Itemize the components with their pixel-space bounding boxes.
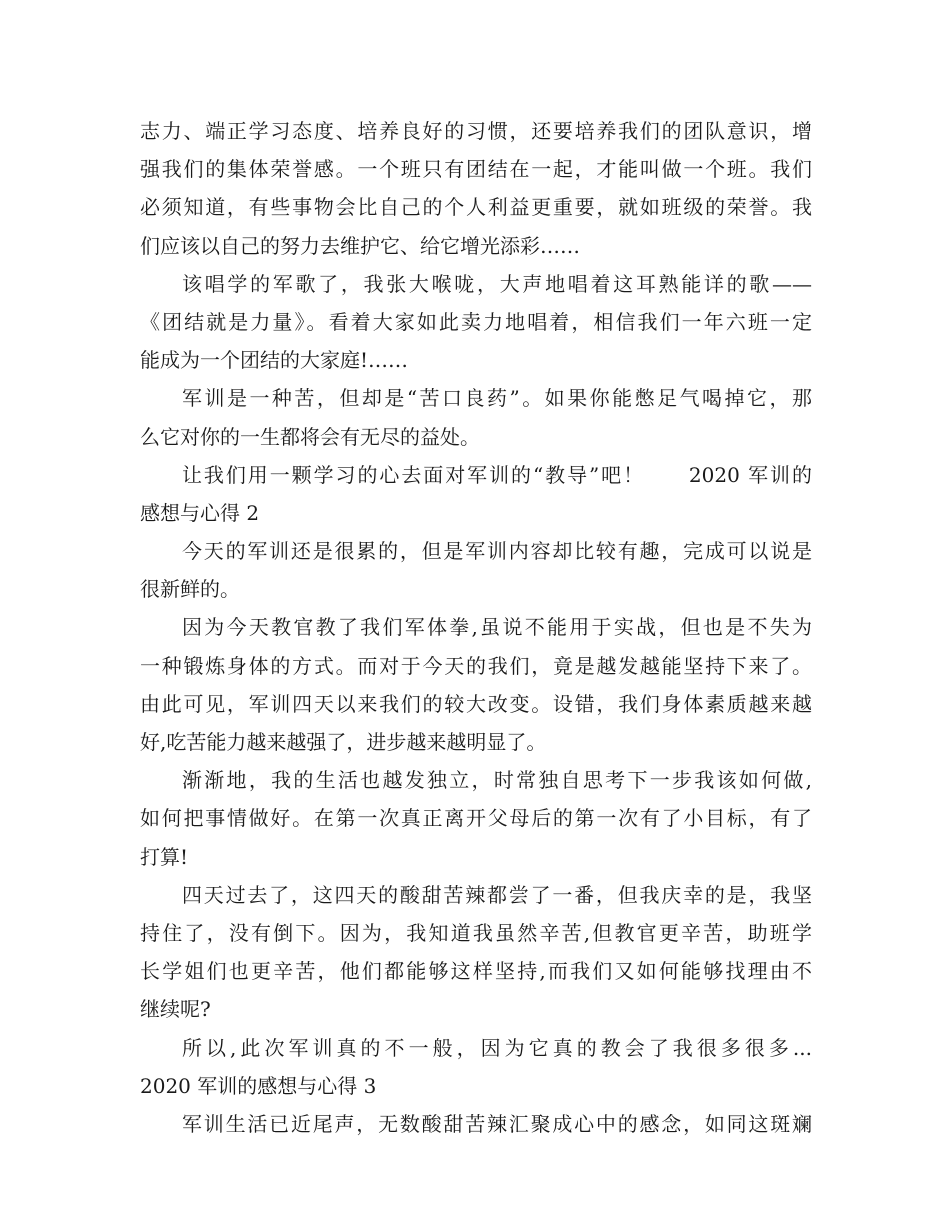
text-line: 一种锻炼身体的方式。而对于今天的我们，竟是越发越能坚持下来了。 (140, 653, 812, 678)
paragraph-start-line: 军训生活已近尾声，无数酸甜苦辣汇聚成心中的感念，如同这斑斓 (182, 1111, 812, 1136)
section-heading-line: 2020 军训的感想与心得 3 (140, 1073, 377, 1098)
text-line: 好,吃苦能力越来越强了，进步越来越明显了。 (140, 730, 547, 754)
text-line: 必须知道，有些事物会比自己的个人利益更重要，就如班级的荣誉。我 (140, 195, 812, 220)
paragraph-start-line: 四天过去了，这四天的酸甜苦辣都尝了一番，但我庆幸的是，我坚 (182, 882, 812, 907)
paragraph-start-line: 军训是一种苦，但却是“苦口良药”。如果你能憋足气喝掉它，那 (182, 386, 812, 411)
text-line: 持住了，没有倒下。因为，我知道我虽然辛苦,但教官更辛苦，助班学 (140, 920, 812, 945)
text-line: 《团结就是力量》。看着大家如此卖力地唱着，相信我们一年六班一定 (140, 309, 812, 334)
paragraph-start-line: 该唱学的军歌了，我张大喉咙，大声地唱着这耳熟能详的歌—— (182, 271, 812, 296)
text-line: 由此可见，军训四天以来我们的较大改变。设错，我们身体素质越来越 (140, 691, 812, 716)
text-line: 很新鲜的。 (140, 577, 240, 602)
text-line: 么它对你的一生都将会有无尽的益处。 (140, 424, 480, 449)
section-heading-line: 感想与心得 2 (140, 500, 260, 525)
paragraph-start-line: 今天的军训还是很累的，但是军训内容却比较有趣，完成可以说是 (182, 539, 812, 564)
paragraph-start-line: 因为今天教官教了我们军体拳,虽说不能用于实战，但也是不失为 (182, 615, 812, 640)
text-line: 们应该以自己的努力去维护它、给它增光添彩…… (140, 233, 580, 258)
text-line: 志力、端正学习态度、培养良好的习惯，还要培养我们的团队意识，增 (140, 119, 812, 143)
paragraph-start-line: 所以,此次军训真的不一般，因为它真的教会了我很多很多... (182, 1035, 812, 1060)
text-line: 能成为一个团结的大家庭!…… (140, 348, 409, 373)
document-body (140, 112, 812, 1143)
paragraph-start-line: 渐渐地，我的生活也越发独立，时常独自思考下一步我该如何做, (182, 768, 812, 793)
text-line: 如何把事情做好。在第一次真正离开父母后的第一次有了小目标，有了 (140, 806, 812, 831)
text-line: 强我们的集体荣誉感。一个班只有团结在一起，才能叫做一个班。我们 (140, 157, 812, 182)
text-line: 继续呢? (140, 997, 211, 1022)
text-line: 长学姐们也更辛苦，他们都能够这样坚持,而我们又如何能够找理由不 (140, 959, 812, 984)
paragraph-start-line: 让我们用一颗学习的心去面对军训的“教导”吧！ 2020 军训的 (182, 462, 812, 487)
text-line: 打算! (140, 844, 189, 869)
